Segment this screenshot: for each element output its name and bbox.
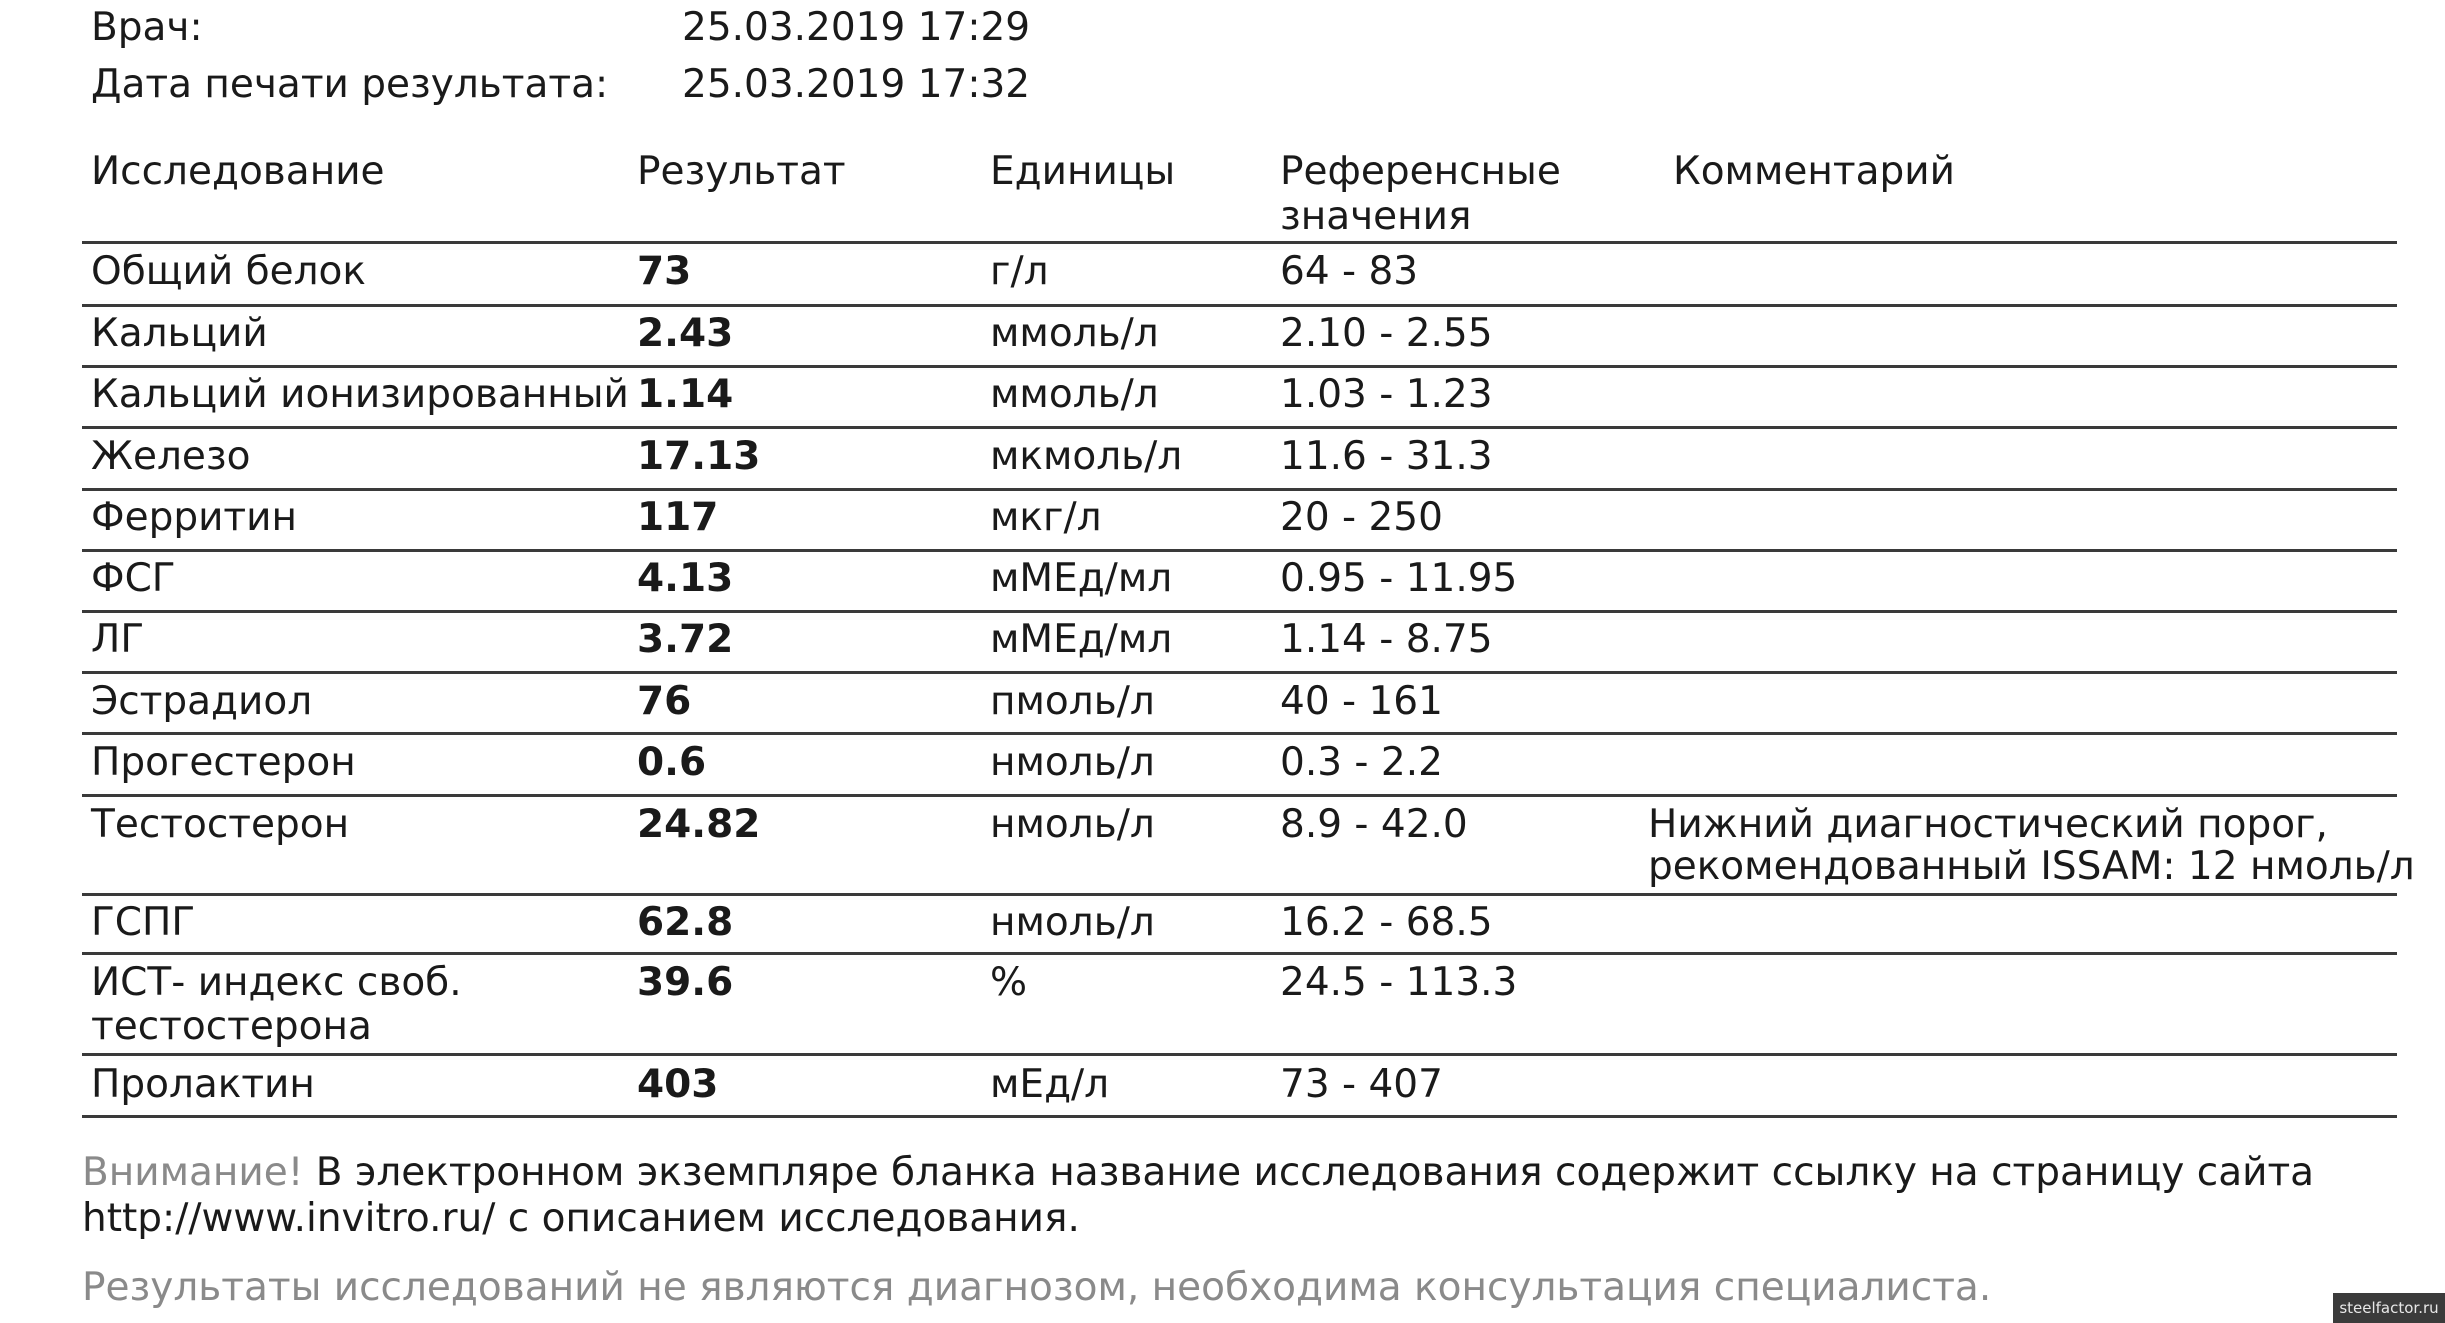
cell-units: нмоль/л [990,740,1155,785]
cell-comment: Нижний диагностический порог, [1648,802,2328,847]
row-divider [82,1115,2397,1118]
cell-units: мМЕд/мл [990,617,1173,662]
cell-result: 39.6 [637,960,734,1005]
row-divider [82,365,2397,368]
cell-result: 62.8 [637,900,734,945]
cell-study: ИСТ- индекс своб. [91,960,462,1005]
row-divider [82,549,2397,552]
header-comment: Комментарий [1673,149,1955,194]
cell-study: Эстрадиол [91,679,313,724]
cell-units: мкмоль/л [990,434,1183,479]
header-units: Единицы [990,149,1176,194]
row-divider [82,426,2397,429]
doctor-row [0,4,2445,52]
header-divider [82,241,2397,244]
cell-reference: 24.5 - 113.3 [1280,960,1518,1005]
cell-result: 0.6 [637,740,707,785]
header-reference-2: значения [1280,194,1472,239]
cell-units: мкг/л [990,495,1102,540]
header-result: Результат [637,149,846,194]
cell-result: 24.82 [637,802,761,847]
cell-study: ГСПГ [91,900,196,945]
cell-result: 403 [637,1062,719,1107]
cell-result: 17.13 [637,434,761,479]
cell-result: 76 [637,679,692,724]
cell-study: ЛГ [91,617,145,662]
cell-units: нмоль/л [990,900,1155,945]
row-divider [82,1053,2397,1056]
cell-reference: 73 - 407 [1280,1062,1443,1107]
cell-study-line2: тестостерона [91,1004,372,1049]
row-divider [82,732,2397,735]
cell-units: пмоль/л [990,679,1155,724]
cell-reference: 2.10 - 2.55 [1280,311,1493,356]
cell-result: 3.72 [637,617,734,662]
cell-study: Тестостерон [91,802,350,847]
header-study: Исследование [91,149,385,194]
disclaimer: Результаты исследований не являются диагнозом, необходима консультация специалиста. [82,1265,1992,1310]
doctor-value: 25.03.2019 17:29 [682,5,1031,50]
cell-reference: 20 - 250 [1280,495,1443,540]
cell-study: Кальций [91,311,268,356]
cell-comment-line2: рекомендованный ISSAM: 12 нмоль/л [1648,844,2415,889]
cell-reference: 1.14 - 8.75 [1280,617,1493,662]
cell-result: 2.43 [637,311,734,356]
print-date-row [0,61,2445,109]
cell-reference: 0.95 - 11.95 [1280,556,1518,601]
cell-units: мЕд/л [990,1062,1110,1107]
attention-note-line2: http://www.invitro.ru/ с описанием исследования. [82,1196,1080,1241]
cell-study: Кальций ионизированный [91,372,629,417]
header-reference-1: Референсные [1280,149,1561,194]
row-divider [82,610,2397,613]
cell-units: ммоль/л [990,311,1159,356]
cell-reference: 11.6 - 31.3 [1280,434,1493,479]
row-divider [82,893,2397,896]
row-divider [82,488,2397,491]
cell-result: 117 [637,495,719,540]
cell-reference: 8.9 - 42.0 [1280,802,1468,847]
watermark: steelfactor.ru [2333,1293,2445,1323]
cell-units: мМЕд/мл [990,556,1173,601]
row-divider [82,304,2397,307]
attention-note [82,1149,2314,1197]
cell-units: % [990,960,1028,1005]
row-divider [82,671,2397,674]
cell-result: 4.13 [637,556,734,601]
cell-study: Ферритин [91,495,297,540]
cell-study: Прогестерон [91,740,356,785]
cell-units: г/л [990,249,1049,294]
cell-result: 73 [637,249,692,294]
doctor-label: Врач: [91,5,203,50]
cell-reference: 1.03 - 1.23 [1280,372,1493,417]
cell-study: Пролактин [91,1062,315,1107]
row-divider [82,952,2397,955]
cell-study: ФСГ [91,556,176,601]
print-date-label: Дата печати результата: [91,62,609,107]
cell-reference: 64 - 83 [1280,249,1419,294]
cell-reference: 0.3 - 2.2 [1280,740,1443,785]
cell-study: Общий белок [91,249,366,294]
cell-study: Железо [91,434,251,479]
attention-label: Внимание! [82,1150,304,1195]
cell-result: 1.14 [637,372,734,417]
cell-units: ммоль/л [990,372,1159,417]
cell-reference: 40 - 161 [1280,679,1443,724]
cell-reference: 16.2 - 68.5 [1280,900,1493,945]
attention-text: В электронном экземпляре бланка название исследования содержит ссылку на страницу сайта [303,1150,2315,1195]
print-date-value: 25.03.2019 17:32 [682,62,1031,107]
row-divider [82,794,2397,797]
cell-units: нмоль/л [990,802,1155,847]
